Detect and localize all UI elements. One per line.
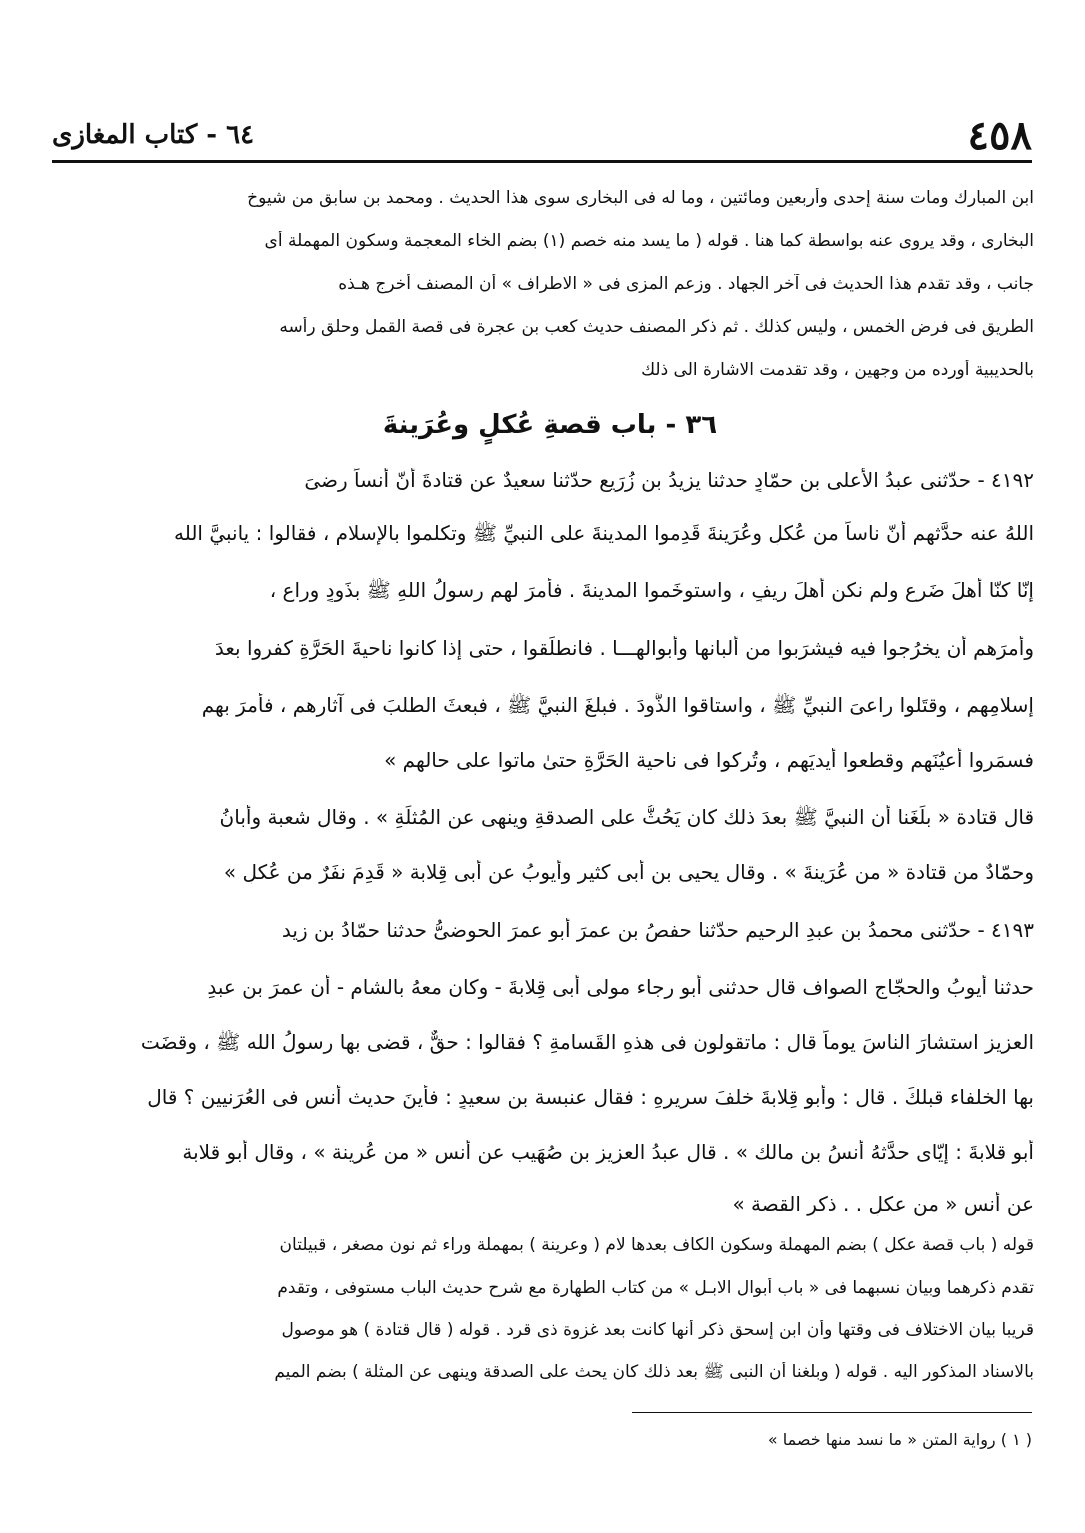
header-divider: [52, 160, 1032, 163]
hadith-line: العزيز استشارَ الناسَ يوماً قال : ماتقولون فى هذهِ القَسامةِ ؟ فقالوا : حقٌّ ، قضى بها رسولُ الله ﷺ ، وقضَت: [140, 1030, 1034, 1054]
hadith-line: وحمّادٌ من قتادة « من عُرَينةَ » . وقال يحيى بن أبى كثير وأيوبُ عن أبى قِلابة « قَدِمَ نفَرٌ من عُكلٍ »: [223, 860, 1034, 884]
hadith-line: بها الخلفاء قبلكَ . قال : وأبو قِلابةَ خلفَ سريرهِ : فقال عنبسة بن سعيدٍ : فأينَ حديث أنس فى العُرَنيين ؟ قال: [147, 1085, 1034, 1109]
commentary-line: بالحديبية أورده من وجهين ، وقد تقدمت الاشارة الى ذلك: [641, 360, 1034, 380]
hadith-line: وأمرَهم أن يخرُجوا فيه فيشرَبوا من ألبانها وأبوالهـــا . فانطلَقوا ، حتى إذا كانوا ناحيةَ الحَرَّةِ كفروا بعدَ: [214, 636, 1034, 660]
hadith-line: ٤١٩٣ - حدّثنى محمدُ بن عبدِ الرحيم حدّثنا حفصُ بن عمرَ أبو عمرَ الحوضىُّ حدثنا حمّادُ بن زيد: [281, 918, 1034, 942]
hadith-line: قال قتادة « بلَغَنا أن النبيَّ ﷺ بعدَ ذلك كان يَحُثُّ على الصدقةِ وينهى عن المُثلَةِ » . وقال شعبة وأبانُ: [219, 805, 1034, 829]
commentary-line: ابن المبارك ومات سنة إحدى وأربعين ومائتين ، وما له فى البخارى سوى هذا الحديث . ومحمد بن سابق من شيوخ: [247, 188, 1034, 208]
footnote: ( ١ ) رواية المتن « ما نسد منها خصما »: [767, 1430, 1032, 1449]
page-header: [52, 112, 1032, 162]
footnote-divider: [632, 1412, 1032, 1413]
hadith-line: أبو قلابةَ : إيّاى حدَّثهُ أنسُ بن مالك » . قال عبدُ العزيز بن صُهَيب عن أنس « من عُرينة » ، وقال أبو قلابة: [182, 1140, 1034, 1164]
hadith-line: عن أنس « من عكلٍ . . ذكر القصة »: [732, 1192, 1034, 1216]
commentary-line: قريبا بيان الاختلاف فى وقتها وأن ابن إسحق ذكر أنها كانت بعد غزوة ذى قرد . قوله ( قال قتادة ) هو موصول: [281, 1320, 1034, 1340]
hadith-line: إنّا كنّا أهلَ ضَرعٍ ولم نكن أهلَ رِيفٍ ، واستوخَموا المدينةَ . فأمرَ لهم رسولُ اللهِ ﷺ بذَودٍ وراعٍ ،: [269, 578, 1034, 602]
commentary-line: الطريق فى فرض الخمس ، وليس كذلك . ثم ذكر المصنف حديث كعب بن عجرة فى قصة القمل وحلق رأسه: [279, 317, 1034, 337]
hadith-line: إسلامِهم ، وقتَلوا راعىَ النبيِّ ﷺ ، واستاقوا الذَّودَ . فبلغَ النبيَّ ﷺ ، فبعثَ الطلبَ فى آثارهم ، فأمرَ بهم: [201, 693, 1034, 717]
hadith-line: اللهُ عنه حدَّثهم أنّ ناساً من عُكلٍ وعُرَينةَ قَدِموا المدينةَ على النبيِّ ﷺ وتكلموا بالإسلام ، فقالوا : يانبيَّ الله: [173, 521, 1034, 545]
hadith-line: حدثنا أيوبُ والحجّاج الصواف قال حدثنى أبو رجاء مولى أبى قِلابةَ - وكان معهُ بالشام - أن عمرَ بن عبدِ: [207, 975, 1034, 999]
page-number: ٤٥٨: [967, 112, 1032, 159]
commentary-line: قوله ( باب قصة عكل ) بضم المهملة وسكون الكاف بعدها لام ( وعرينة ) بمهملة وراء ثم نون مصغر ، قبيلتان: [279, 1235, 1034, 1255]
commentary-line: البخارى ، وقد يروى عنه بواسطة كما هنا . قوله ( ما يسد منه خصم (١) بضم الخاء المعجمة وسكون المهملة أى: [264, 231, 1034, 251]
commentary-line: جانب ، وقد تقدم هذا الحديث فى آخر الجهاد . وزعم المزى فى « الاطراف » أن المصنف أخرج هـذه: [338, 274, 1034, 294]
commentary-line: تقدم ذكرهما وبيان نسبهما فى « باب أبوال الابـل » من كتاب الطهارة مع شرح حديث الباب مستوفى ، وتقدم: [277, 1278, 1034, 1298]
commentary-line: بالاسناد المذكور اليه . قوله ( وبلغنا أن النبى ﷺ بعد ذلك كان يحث على الصدقة وينهى عن المثلة ) بضم الميم: [274, 1362, 1034, 1382]
chapter-heading: ٣٦ - باب قصةِ عُكلٍ وعُرَينةَ: [382, 410, 718, 440]
hadith-line: فسمَروا أعيُنَهم وقطعوا أيديَهم ، وتُركوا فى ناحية الحَرَّةِ حتىٰ ماتوا على حالهم »: [384, 748, 1034, 772]
book-title: ٦٤ - كتاب المغازى: [52, 120, 255, 150]
hadith-line: ٤١٩٢ - حدّثنى عبدُ الأعلى بن حمّادٍ حدثنا يزيدُ بن زُرَيعٍ حدّثنا سعيدٌ عن قتادةَ أنّ أنساً رضىَ: [304, 468, 1034, 492]
